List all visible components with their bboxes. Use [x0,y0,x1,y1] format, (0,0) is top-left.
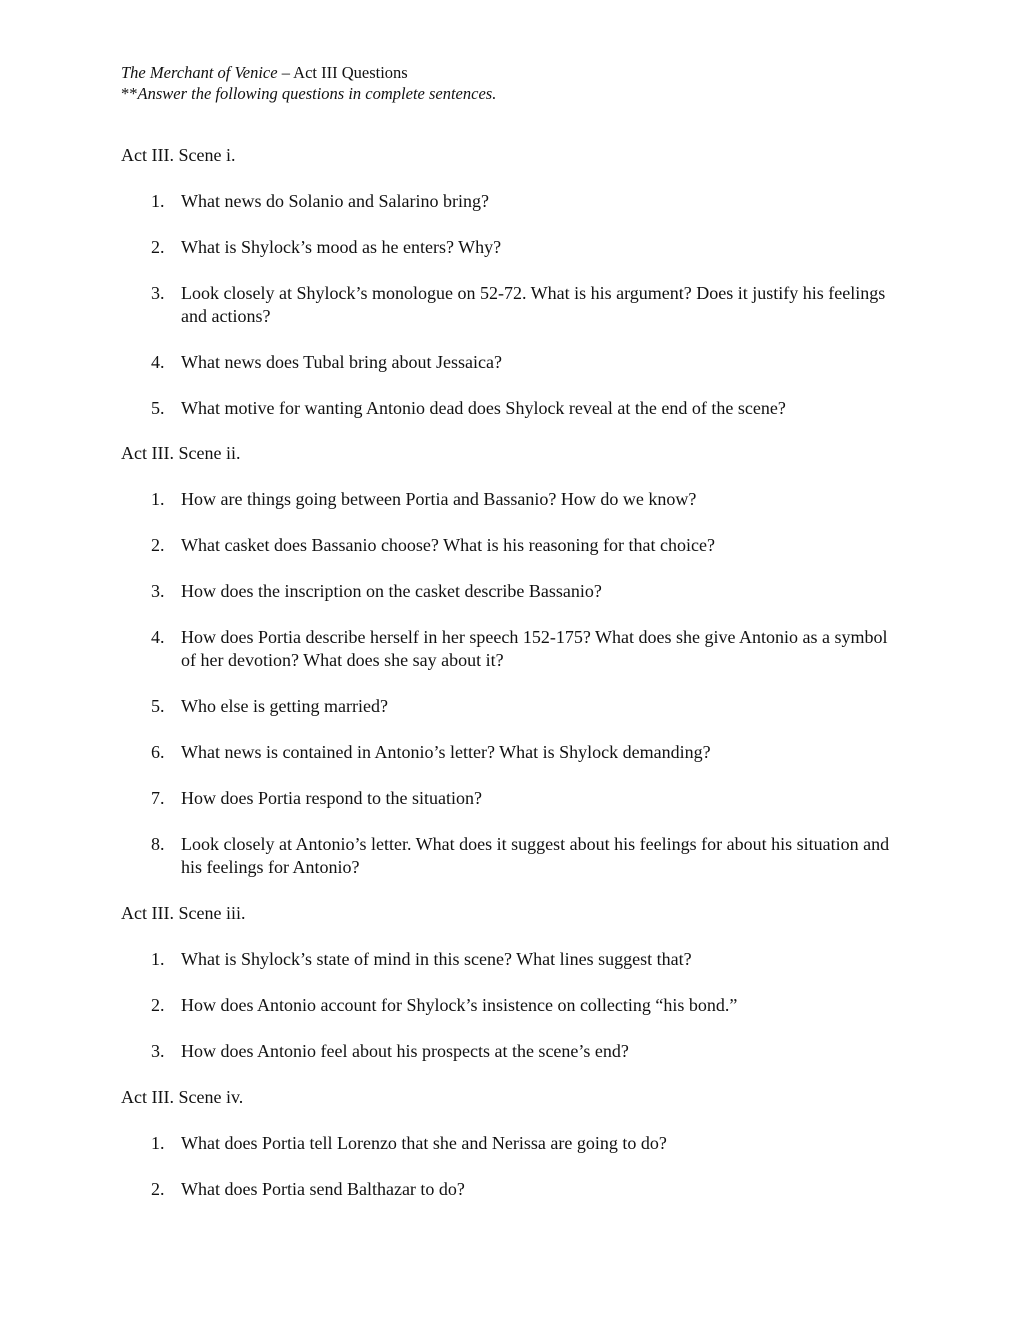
question-number: 2. [151,535,165,555]
question-number: 3. [151,1041,165,1061]
question-list [121,488,901,879]
instruction-text: Answer the following questions in complete sentences. [137,84,497,103]
question-text: What news do Solanio and Salarino bring? [181,191,489,211]
question-item [121,1178,901,1201]
question-item [121,534,901,557]
play-title: The Merchant of Venice [121,63,278,82]
question-number: 1. [151,191,165,211]
question-text: What casket does Bassanio choose? What is his reasoning for that choice? [181,535,715,555]
scene-section-iv [121,1086,901,1201]
question-number: 2. [151,1179,165,1199]
question-item [121,948,901,971]
question-number: 3. [151,283,165,303]
question-item [121,695,901,718]
scene-heading: Act III. Scene i. [121,145,236,165]
question-text: What is Shylock’s state of mind in this scene? What lines suggest that? [181,949,692,969]
page-title [121,62,496,83]
question-list [121,1132,901,1201]
question-item [121,580,901,603]
question-number: 4. [151,627,165,647]
question-text: What does Portia send Balthazar to do? [181,1179,465,1199]
scene-section-i [121,144,901,420]
question-item [121,236,901,259]
question-number: 7. [151,788,165,808]
instruction-prefix: ** [121,84,138,103]
question-text: How does Antonio account for Shylock’s insistence on collecting “his bond.” [181,995,738,1015]
question-text: How does Portia describe herself in her speech 152-175? What does she give Antonio as a symbol of her devotion? What does she say about it? [181,627,888,670]
question-text: How are things going between Portia and Bassanio? How do we know? [181,489,697,509]
question-item [121,190,901,213]
scene-heading: Act III. Scene ii. [121,443,241,463]
scene-heading: Act III. Scene iii. [121,903,246,923]
scene-section-ii [121,442,901,879]
question-number: 5. [151,696,165,716]
question-text: Look closely at Shylock’s monologue on 52-72. What is his argument? Does it justify his feelings and actions? [181,283,886,326]
question-text: How does the inscription on the casket describe Bassanio? [181,581,602,601]
question-item [121,626,901,672]
instructions [121,83,496,104]
question-number: 6. [151,742,165,762]
question-item [121,1040,901,1063]
question-number: 5. [151,398,165,418]
scene-section-iii [121,902,901,1063]
question-text: What is Shylock’s mood as he enters? Why? [181,237,502,257]
question-text: How does Portia respond to the situation? [181,788,482,808]
question-text: How does Antonio feel about his prospects at the scene’s end? [181,1041,629,1061]
question-item [121,994,901,1017]
document-header [121,62,496,104]
question-item [121,741,901,764]
question-text: What motive for wanting Antonio dead does Shylock reveal at the end of the scene? [181,398,786,418]
question-text: What news is contained in Antonio’s letter? What is Shylock demanding? [181,742,711,762]
question-number: 2. [151,995,165,1015]
question-text: Look closely at Antonio’s letter. What does it suggest about his feelings for about his situation and his feelings for Antonio? [181,834,890,877]
question-number: 8. [151,834,165,854]
question-number: 4. [151,352,165,372]
question-number: 1. [151,949,165,969]
question-item [121,282,901,328]
question-number: 1. [151,489,165,509]
question-item [121,397,901,420]
question-item [121,488,901,511]
question-list [121,948,901,1063]
question-item [121,787,901,810]
question-item [121,833,901,879]
question-text: Who else is getting married? [181,696,388,716]
scene-heading: Act III. Scene iv. [121,1087,244,1107]
question-text: What does Portia tell Lorenzo that she and Nerissa are going to do? [181,1133,667,1153]
question-list [121,190,901,420]
question-text: What news does Tubal bring about Jessaica? [181,352,502,372]
title-suffix: – Act III Questions [277,63,408,82]
question-item [121,351,901,374]
question-number: 2. [151,237,165,257]
question-number: 3. [151,581,165,601]
question-item [121,1132,901,1155]
question-number: 1. [151,1133,165,1153]
